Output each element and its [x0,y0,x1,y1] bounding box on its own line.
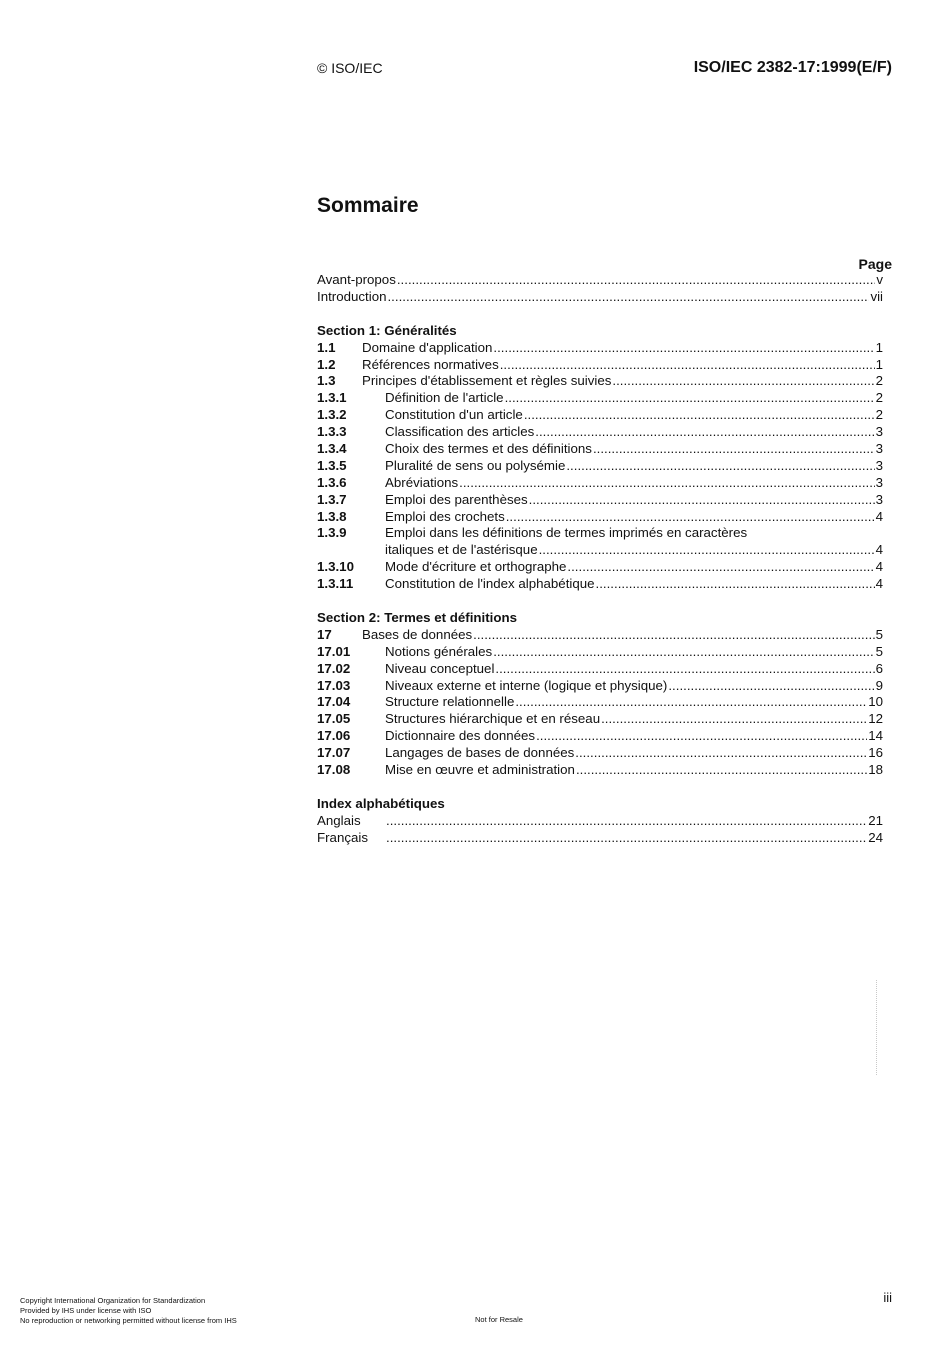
not-for-resale-notice: Not for Resale [475,1315,523,1324]
toc-label: Abréviations [385,474,459,490]
toc-row-1-3-9 [317,525,883,542]
toc-page: 1 [875,356,883,372]
dot-leader [493,644,874,661]
toc-page: 4 [875,542,883,558]
toc-row-1-3-5 [317,458,883,475]
dot-leader [386,830,867,847]
dot-leader [500,357,875,374]
toc-number: 1.3.3 [317,424,347,440]
toc-page: 10 [868,694,883,710]
toc-page: 3 [875,474,883,490]
footer-line: Copyright International Organization for Standardization [20,1296,206,1305]
toc-row-17-05 [317,711,883,728]
toc-label: Français [317,829,368,845]
toc-number: 1.3.11 [317,576,354,592]
dot-leader [668,678,874,695]
page-title: Sommaire [317,194,419,217]
toc-number: 17.04 [317,694,351,710]
dot-leader [495,661,874,678]
dot-leader [397,272,875,289]
toc-row-1-1 [317,340,883,357]
toc-row-17-04 [317,694,883,711]
dot-leader [524,407,875,424]
toc-label: Structure relationnelle [385,694,515,710]
dot-leader [535,424,874,441]
dot-leader [593,441,875,458]
toc-number: 1.3.8 [317,508,347,524]
dot-leader [493,340,874,357]
toc-number: 1.3.9 [317,525,347,541]
toc-row-1-3-2 [317,407,883,424]
toc-row-1-3-8 [317,509,883,526]
toc-row-index-anglais [317,813,883,830]
dot-leader [566,458,874,475]
toc-label: Références normatives [362,356,499,372]
toc-number: 1.3.10 [317,559,354,575]
dot-leader [612,373,874,390]
toc-number: 1.1 [317,339,336,355]
toc-page: 4 [875,559,883,575]
toc-label: Niveaux externe et interne (logique et physique) [385,677,668,693]
toc-label: Langages de bases de données [385,745,575,761]
toc-number: 17.01 [317,643,351,659]
section-2-heading: Section 2: Termes et définitions [317,610,517,626]
toc-label: Mode d'écriture et orthographe [385,559,567,575]
toc-page: 2 [875,390,883,406]
table-of-contents [317,272,883,847]
toc-row-1-3-6 [317,475,883,492]
header-right: ISO/IEC 2382-17:1999(E/F) [693,59,892,76]
index-heading: Index alphabétiques [317,795,445,811]
toc-number: 1.3.6 [317,474,347,490]
footer-line: No reproduction or networking permitted without license from IHS [20,1316,237,1325]
toc-row-introduction [317,289,883,306]
toc-page: 2 [875,373,883,389]
toc-number: 1.3.5 [317,457,347,473]
toc-label: Choix des termes et des définitions [385,441,592,456]
toc-page: 1 [875,339,883,355]
toc-page: v [876,271,883,287]
toc-label: Anglais [317,812,361,828]
toc-number: 1.3.7 [317,491,347,507]
toc-row-17-01 [317,644,883,661]
dot-leader [596,576,875,593]
toc-row-17-07 [317,745,883,762]
toc-page: 3 [875,424,883,440]
toc-label: Principes d'établissement et règles suivies [362,373,612,389]
dot-leader [539,542,875,559]
toc-page: 16 [868,745,883,761]
toc-number: 1.3.2 [317,407,347,423]
toc-label: Dictionnaire des données [385,728,536,744]
toc-row-1-3-9-continued [317,542,883,559]
toc-label: Bases de données [362,626,473,642]
toc-page: 24 [868,829,883,845]
toc-page: 18 [868,762,883,778]
toc-label: Emploi des parenthèses [385,491,528,507]
dot-leader [473,627,874,644]
dot-leader [459,475,874,492]
toc-label: Classification des articles [385,424,535,440]
toc-number: 17.08 [317,762,351,778]
toc-number: 17.07 [317,745,351,761]
toc-number: 17.03 [317,677,351,693]
toc-number: 1.3 [317,373,336,389]
dot-leader [601,711,867,728]
toc-page: 5 [875,643,883,659]
toc-page: 6 [875,660,883,676]
dot-leader [575,745,867,762]
dot-leader [505,390,875,407]
toc-label: Emploi des crochets [385,508,505,524]
toc-row-1-3-3 [317,424,883,441]
toc-row-17 [317,627,883,644]
toc-page: 5 [875,626,883,642]
toc-label: Définition de l'article [385,390,504,406]
toc-number: 1.3.1 [317,390,347,406]
toc-page: 3 [875,441,883,456]
toc-number: 17 [317,626,332,642]
toc-label: Avant-propos [317,271,396,287]
toc-row-avant-propos [317,272,883,289]
header-left: © ISO/IEC [317,60,383,76]
toc-label: Domaine d'application [362,339,493,355]
toc-label: Structures hiérarchique et en réseau [385,711,601,727]
toc-row-1-3-1 [317,390,883,407]
toc-number: 17.06 [317,728,351,744]
toc-page: 4 [875,508,883,524]
toc-page: 14 [868,728,883,744]
toc-page: 2 [875,407,883,423]
toc-row-1-3-10 [317,559,883,576]
toc-label: Constitution de l'index alphabétique [385,576,595,592]
dot-leader [576,762,867,779]
dot-leader [506,509,875,526]
toc-label: Introduction [317,288,387,304]
toc-number: 17.05 [317,711,351,727]
dot-leader [386,813,867,830]
toc-label: Mise en œuvre et administration [385,762,575,778]
toc-label: Notions générales [385,643,493,659]
page-column-label: Page [858,256,892,272]
toc-page: 4 [875,576,883,592]
toc-row-17-08 [317,762,883,779]
page-number: iii [883,1290,892,1305]
dot-leader [536,728,867,745]
toc-page: 12 [868,711,883,727]
toc-page: 21 [868,812,883,828]
toc-page: vii [870,288,883,304]
dot-leader [567,559,874,576]
toc-number: 17.02 [317,660,351,676]
dot-leader [515,694,867,711]
toc-row-1-2 [317,357,883,374]
toc-label: Constitution d'un article [385,407,523,423]
toc-row-index-francais [317,830,883,847]
toc-row-17-06 [317,728,883,745]
toc-number: 1.2 [317,356,336,372]
toc-label: Emploi dans les définitions de termes imprimés en caractères [385,525,748,541]
toc-row-1-3 [317,373,883,390]
dot-leader [529,492,875,509]
toc-row-1-3-7 [317,492,883,509]
toc-number: 1.3.4 [317,441,347,456]
copyright-footer [20,1296,237,1326]
toc-row-1-3-4 [317,441,883,458]
toc-label: italiques et de l'astérisque [385,542,538,558]
footer-line: Provided by IHS under license with ISO [20,1306,152,1315]
toc-label: Pluralité de sens ou polysémie [385,457,566,473]
toc-page: 9 [875,677,883,693]
toc-page: 3 [875,491,883,507]
toc-label: Niveau conceptuel [385,660,495,676]
section-1-heading: Section 1: Généralités [317,322,457,338]
toc-row-17-02 [317,661,883,678]
toc-row-17-03 [317,678,883,695]
dot-leader [387,289,869,306]
margin-mark [876,980,881,1075]
toc-row-1-3-11 [317,576,883,593]
toc-page: 3 [875,457,883,473]
